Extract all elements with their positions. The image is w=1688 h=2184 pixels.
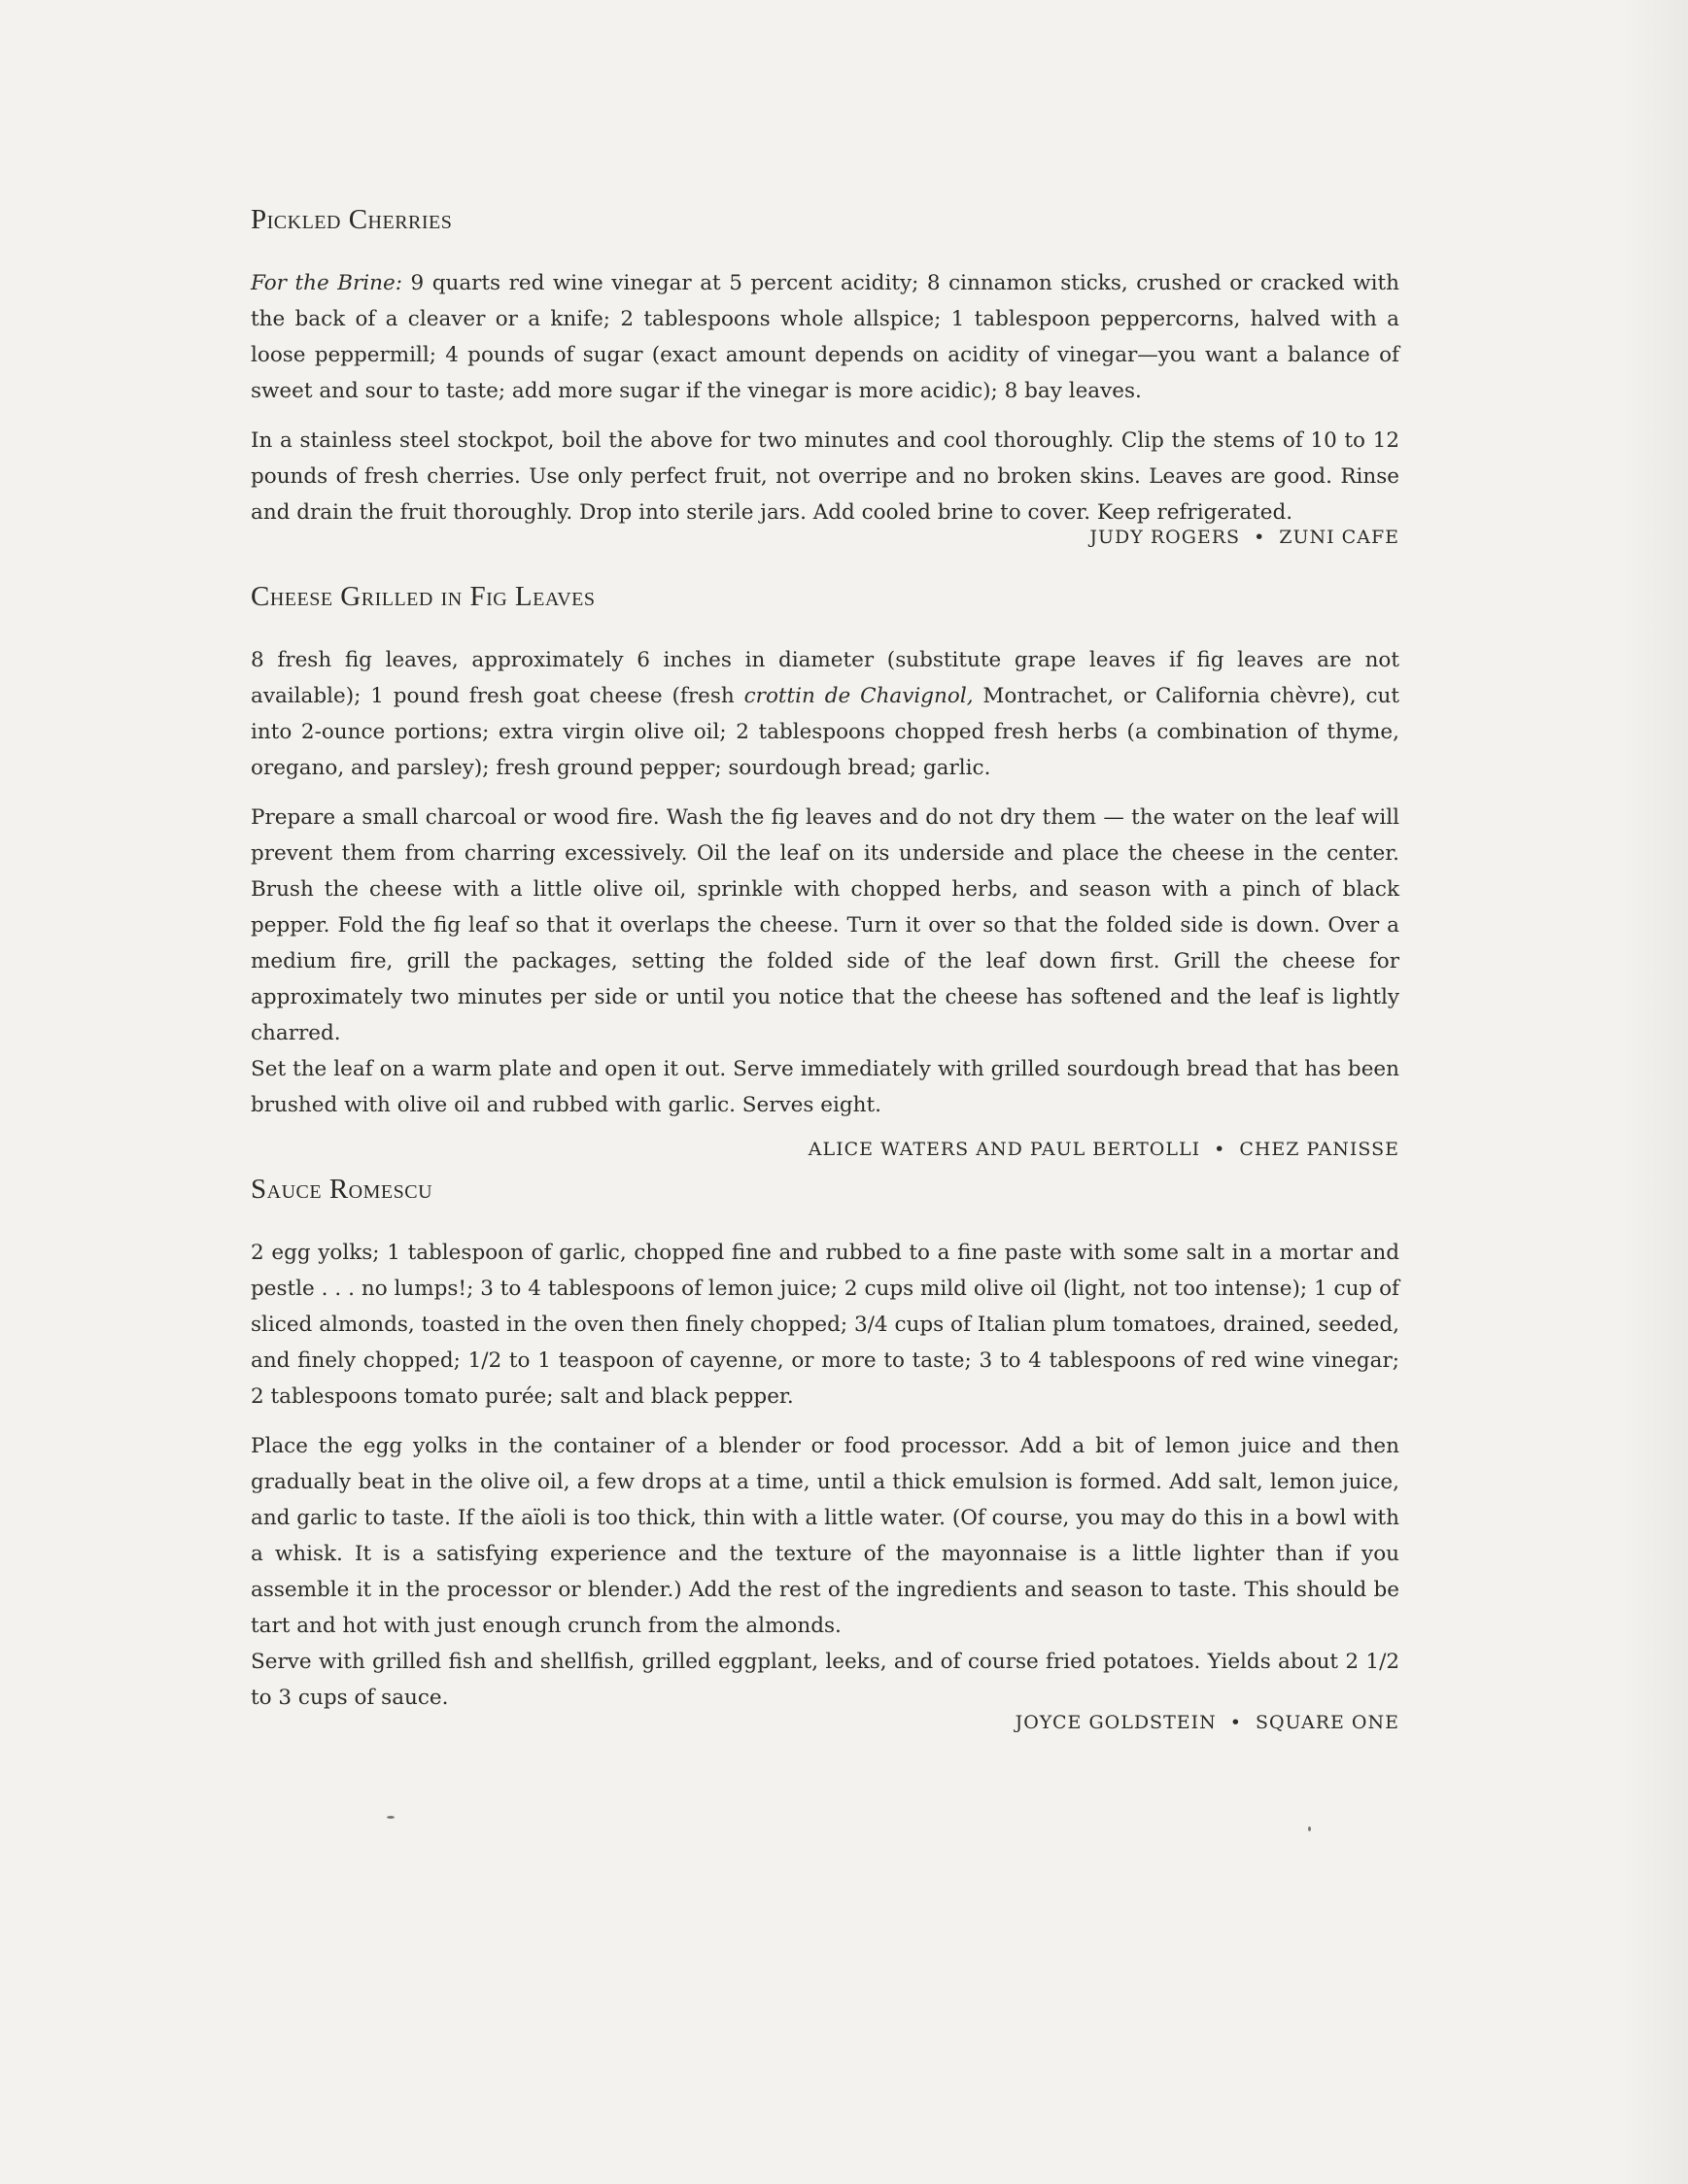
recipe-cheese-grilled-in-fig-leaves	[251, 581, 1399, 1160]
recipe-sauce-romescu	[251, 1174, 1399, 1733]
credit-place: SQUARE ONE	[1255, 1712, 1399, 1733]
recipe-ingredients: 2 egg yolks; 1 tablespoon of garlic, chopped fine and rubbed to a fine paste with some salt in a mortar and pestle . . . no lumps!; 3 to 4 tablespoons of lemon juice; 2 cups mild olive oil (light, not too intense); 1 cup of sliced almonds, toasted in the oven then finely chopped; 3/4 cups of Italian plum tomatoes, drained, seeded, and finely chopped; 1/2 to 1 teaspoon of cayenne, or more to taste; 3 to 4 tablespoons of red wine vinegar; 2 tablespoons tomato purée; salt and black pepper.	[251, 1241, 1399, 1409]
credit-name: ALICE WATERS AND PAUL BERTOLLI	[808, 1139, 1201, 1160]
credit-place: CHEZ PANISSE	[1239, 1139, 1399, 1160]
brine-text: 9 quarts red wine vinegar at 5 percent acidity; 8 cinnamon sticks, crushed or cracked with the back of a cleaver or a knife; 2 tablespoons whole allspice; 1 tablespoon peppercorns, halved with a loose peppermill; 4 pounds of sugar (exact amount depends on acidity of vinegar—you want a balance of sweet and sour to taste; add more sugar if the vinegar is more acidic); 8 bay leaves.	[251, 271, 1399, 403]
recipe-serving: Set the leaf on a warm plate and open it out. Serve immediately with grilled sourdough bread that has been brushed with olive oil and rubbed with garlic. Serves eight.	[251, 1057, 1399, 1117]
recipe-method: In a stainless steel stockpot, boil the above for two minutes and cool thoroughly. Clip the stems of 10 to 12 pounds of fresh cherries. Use only perfect fruit, not overripe and no broken skins. Leaves are good. Rinse and drain the fruit thoroughly. Drop into sterile jars. Add cooled brine to cover. Keep refrigerated.	[251, 428, 1399, 525]
credit-separator: •	[1229, 1712, 1242, 1733]
ingredients-text-b: Montrachet, or California chèvre), cut into 2-ounce portions; extra virgin olive oil; 2 tablespoons chopped fresh herbs (a combination of thyme, oregano, and parsley); fresh ground pepper; sourdough bread; garlic.	[251, 684, 1399, 780]
recipe-ingredients	[251, 265, 1399, 409]
recipe-method: Prepare a small charcoal or wood fire. Wash the fig leaves and do not dry them — the water on the leaf will prevent them from charring excessively. Oil the leaf on its underside and place the cheese in the center. Brush the cheese with a little olive oil, sprinkle with chopped herbs, and season with a pinch of black pepper. Fold the fig leaf so that it overlaps the cheese. Turn it over so that the folded side is down. Over a medium fire, grill the packages, setting the folded side of the leaf down first. Grill the cheese for approximately two minutes per side or until you notice that the cheese has softened and the leaf is lightly charred.	[251, 805, 1399, 1045]
paper-speck	[387, 1816, 395, 1819]
credit-separator: •	[1214, 1139, 1226, 1160]
page-edge-shadow	[1620, 0, 1688, 2184]
recipe-title: Cheese Grilled in Fig Leaves	[251, 581, 596, 612]
recipe-ingredients	[251, 642, 1399, 786]
recipe-method: Place the egg yolks in the container of a blender or food processor. Add a bit of lemon juice and then gradually beat in the olive oil, a few drops at a time, until a thick emulsion is formed. Add salt, lemon juice, and garlic to taste. If the aïoli is too thick, thin with a little water. (Of course, you may do this in a bowl with a whisk. It is a satisfying experience and the texture of the mayonnaise is a little lighter than if you assemble it in the processor or blender.) Add the rest of the ingredients and season to taste. This should be tart and hot with just enough crunch from the almonds.	[251, 1434, 1399, 1638]
page-content	[251, 204, 1399, 1733]
ingredients-text-a: 8 fresh fig leaves, approximately 6 inches in diameter (substitute grape leaves if fig leaves are not available); 1 pound fresh goat cheese (fresh	[251, 648, 1399, 708]
recipe-title: Pickled Cherries	[251, 204, 453, 235]
recipe-serving: Serve with grilled fish and shellfish, grilled eggplant, leeks, and of course fried potatoes. Yields about 2 1/2 to 3 cups of sauce.	[251, 1650, 1399, 1710]
recipe-pickled-cherries	[251, 204, 1399, 548]
brine-label: For the Brine:	[251, 271, 402, 295]
credit-name: JOYCE GOLDSTEIN	[1015, 1712, 1217, 1733]
credit-separator: •	[1254, 527, 1266, 548]
credit-place: ZUNI CAFE	[1279, 527, 1399, 548]
credit-name: JUDY ROGERS	[1089, 527, 1241, 548]
ingredients-italic: crottin de Chavignol,	[743, 684, 974, 708]
paper-speck	[1308, 1826, 1311, 1831]
recipe-credit	[251, 1139, 1399, 1160]
recipe-title: Sauce Romescu	[251, 1174, 433, 1205]
